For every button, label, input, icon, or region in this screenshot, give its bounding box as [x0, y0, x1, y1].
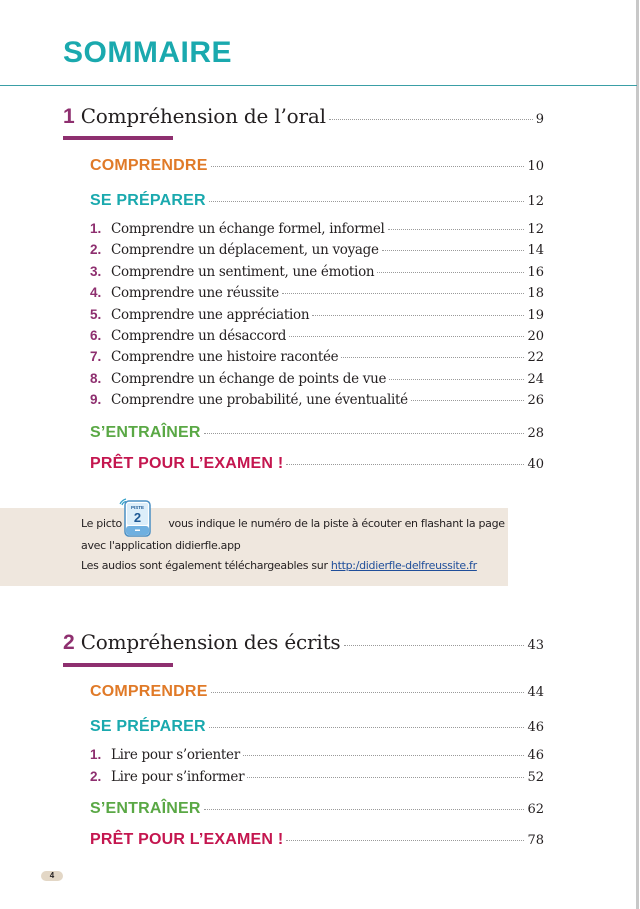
section-label: S’ENTRAÎNER	[90, 424, 201, 441]
toc-item[interactable]	[90, 349, 544, 365]
section-label: COMPRENDRE	[90, 683, 208, 700]
phone-audio-track-icon	[117, 498, 153, 538]
page-number: 18	[527, 286, 544, 302]
page-edge-divider	[636, 0, 639, 909]
toc-item[interactable]	[90, 264, 544, 280]
leader-dots	[243, 755, 525, 756]
part-number: 1	[63, 105, 75, 128]
toc-pret-pour-examen[interactable]	[90, 455, 544, 473]
leader-dots	[289, 336, 524, 337]
section-label: PRÊT POUR L’EXAMEN !	[90, 831, 284, 848]
leader-dots	[211, 692, 525, 693]
page-number: 78	[527, 833, 544, 848]
page-number: 44	[527, 685, 544, 700]
page-number: 24	[527, 371, 544, 387]
item-number: 7.	[90, 349, 102, 365]
page-number: 52	[527, 769, 544, 785]
page-number: 16	[527, 264, 544, 280]
audio-download-link[interactable]: http:/didierfle-delfreussite.fr	[330, 559, 477, 572]
toc-item[interactable]	[90, 747, 544, 763]
leader-dots	[377, 272, 524, 273]
item-label: Comprendre un désaccord	[111, 328, 287, 344]
section-label: SE PRÉPARER	[90, 192, 206, 209]
page-number: 10	[527, 159, 544, 174]
page-number: 43	[527, 638, 544, 653]
item-label: Comprendre une probabilité, une éventualité	[111, 392, 408, 409]
leader-dots	[204, 433, 525, 434]
leader-dots	[341, 357, 524, 358]
section-label: SE PRÉPARER	[90, 718, 206, 735]
page-number: 14	[527, 243, 544, 259]
leader-dots	[247, 777, 524, 778]
leader-dots	[286, 464, 524, 465]
item-number: 1.	[90, 747, 102, 762]
toc-item[interactable]	[90, 221, 544, 237]
part-1-underline	[63, 136, 173, 140]
item-label: Comprendre une histoire racontée	[111, 349, 339, 366]
item-number: 8.	[90, 370, 102, 386]
toc-pret-pour-examen[interactable]	[90, 831, 544, 849]
page-number: 12	[527, 194, 544, 209]
toc-item[interactable]	[90, 285, 544, 301]
page-number: 9	[535, 112, 544, 127]
part-2-heading[interactable]	[63, 630, 544, 655]
toc-item[interactable]	[90, 371, 544, 387]
toc-item[interactable]	[90, 242, 544, 258]
item-number: 9.	[90, 392, 102, 408]
item-label: Comprendre un déplacement, un voyage	[111, 242, 379, 259]
page-number: 46	[527, 748, 544, 763]
info-text: Le picto	[81, 517, 122, 530]
item-number: 1.	[90, 221, 102, 236]
item-label: Comprendre une appréciation	[111, 306, 310, 323]
info-text: vous indique le numéro de la piste à écouter en flashant la page	[168, 517, 505, 530]
leader-dots	[411, 400, 525, 401]
item-label: Comprendre un échange de points de vue	[111, 370, 387, 387]
toc-comprendre[interactable]	[90, 157, 544, 175]
page-number: 46	[527, 720, 544, 735]
page-number: 12	[527, 222, 544, 237]
toc-comprendre[interactable]	[90, 683, 544, 701]
leader-dots	[209, 201, 525, 202]
picto-number: 2	[133, 510, 142, 525]
toc-item[interactable]	[90, 307, 544, 323]
item-label: Lire pour s’informer	[111, 768, 245, 785]
part-2-underline	[63, 663, 173, 667]
leader-dots	[389, 379, 524, 380]
leader-dots	[204, 809, 525, 810]
page-number: 20	[527, 329, 544, 344]
page-number: 19	[527, 307, 544, 323]
toc-sentrainer[interactable]	[90, 800, 544, 818]
phone-button	[135, 530, 140, 532]
page-number: 22	[527, 350, 544, 366]
leader-dots	[211, 166, 525, 167]
title-rule	[0, 85, 637, 86]
leader-dots	[209, 727, 525, 728]
page-number: 40	[527, 457, 544, 472]
item-number: 6.	[90, 328, 102, 343]
item-label: Comprendre un sentiment, une émotion	[111, 263, 375, 280]
section-label: S’ENTRAÎNER	[90, 800, 201, 817]
item-label: Comprendre une réussite	[111, 285, 279, 302]
info-text: Les audios sont également téléchargeables sur	[81, 559, 328, 572]
toc-item[interactable]	[90, 392, 544, 408]
section-label: PRÊT POUR L’EXAMEN !	[90, 455, 284, 472]
toc-se-preparer[interactable]	[90, 192, 544, 210]
part-title: Compréhension des écrits	[80, 630, 341, 654]
item-label: Comprendre un échange formel, informel	[111, 221, 385, 237]
page-folio: 4	[41, 871, 63, 881]
page-number: 28	[527, 426, 544, 441]
item-number: 3.	[90, 263, 102, 279]
item-label: Lire pour s’orienter	[111, 747, 240, 763]
page-number: 26	[527, 393, 544, 409]
page-number: 62	[527, 802, 544, 817]
part-title: Compréhension de l’oral	[80, 104, 326, 128]
info-line-3	[81, 559, 477, 572]
toc-item[interactable]	[90, 769, 544, 785]
toc-sentrainer[interactable]	[90, 424, 544, 442]
leader-dots	[388, 229, 525, 230]
leader-dots	[312, 315, 524, 316]
leader-dots	[282, 293, 525, 294]
toc-se-preparer[interactable]	[90, 718, 544, 736]
item-number: 4.	[90, 285, 102, 301]
item-number: 2.	[90, 242, 102, 258]
item-number: 2.	[90, 768, 102, 784]
item-number: 5.	[90, 306, 102, 322]
leader-dots	[344, 645, 525, 646]
page-title: SOMMAIRE	[63, 36, 232, 69]
leader-dots	[329, 119, 533, 120]
part-1-heading[interactable]	[63, 104, 544, 129]
info-line-2: avec l'application didierfle.app	[81, 539, 241, 552]
part-number: 2	[63, 631, 75, 654]
section-label: COMPRENDRE	[90, 157, 208, 174]
leader-dots	[286, 840, 524, 841]
leader-dots	[382, 250, 525, 251]
picto-label: PISTE	[130, 505, 145, 510]
toc-item[interactable]	[90, 328, 544, 344]
